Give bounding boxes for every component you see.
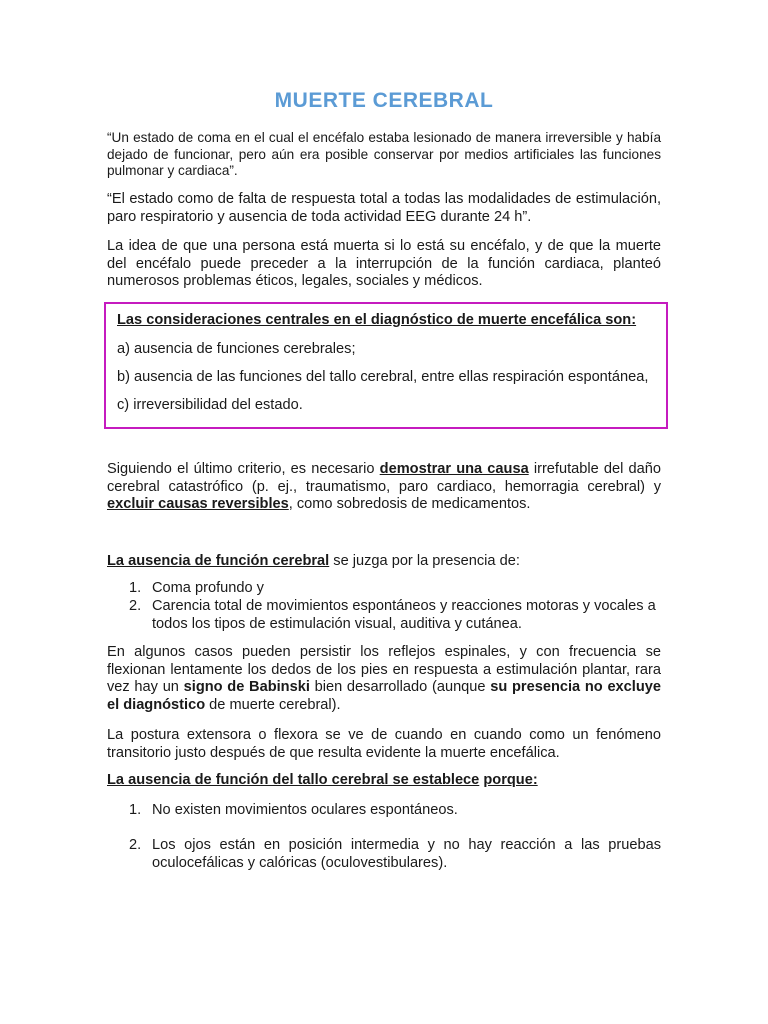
list-item-number: 1.	[129, 802, 142, 818]
box-item-a: a) ausencia de funciones cerebrales;	[117, 341, 356, 357]
list-item	[129, 802, 661, 820]
reflexes-text-2: bien desarrollado (aunque	[309, 679, 491, 695]
definition-quote-2: “El estado como de falta de respuesta total a todas las modalidades de estimulación, paro respiratorio y ausencia de toda actividad EEG durante 24 h”.	[107, 191, 661, 225]
criteria-paragraph	[107, 461, 661, 514]
criteria-emphasis-cause: demostrar una causa	[379, 461, 529, 477]
central-considerations-box	[104, 302, 668, 429]
list-item-text: Los ojos están en posición intermedia y no hay reacción a las pruebas oculocefálicas y calóricas (oculovestibulares).	[152, 837, 661, 871]
intro-paragraph: La idea de que una persona está muerta si lo está su encéfalo, y de que la muerte del encéfalo puede preceder a la interrupción de la función cardiaca, planteó numerosos problemas éticos, legales, sociales y médicos.	[107, 238, 661, 289]
criteria-text-1: Siguiendo el último criterio, es necesario	[107, 461, 380, 477]
list-item	[129, 598, 661, 633]
page-title: MUERTE CEREBRAL	[274, 89, 494, 112]
section-brainstem-heading	[107, 772, 661, 790]
list-item-number: 2.	[129, 837, 142, 853]
list-item-number: 2.	[129, 598, 142, 614]
section-brainstem-heading-main: La ausencia de función del tallo cerebral se establece	[107, 772, 480, 788]
section-cerebral-heading-rest: se juzga por la presencia de:	[329, 553, 520, 569]
list-item-number: 1.	[129, 580, 142, 596]
reflexes-paragraph	[107, 644, 661, 714]
reflexes-text-1: En algunos casos pueden persistir los reflejos espinales, y con frecuencia se flexionan lentamente los dedos de los pies en respuesta a estimulación plantar, rara vez hay un	[107, 644, 661, 695]
criteria-text-3: , como sobredosis de medicamentos.	[288, 496, 531, 512]
section-brainstem-heading-end: porque:	[483, 772, 538, 788]
list-item	[129, 837, 661, 872]
section-cerebral-heading	[107, 553, 661, 571]
criteria-emphasis-exclude: excluir causas reversibles	[107, 496, 289, 512]
list-item-text: Coma profundo y	[152, 580, 264, 596]
criteria-text-2: irrefutable del daño cerebral catastrófico (p. ej., traumatismo, paro cardiaco, hemorragia cerebral) y	[107, 461, 661, 495]
box-item-b: b) ausencia de las funciones del tallo cerebral, entre ellas respiración espontánea,	[117, 369, 649, 385]
section-cerebral-heading-bold: La ausencia de función cerebral	[107, 553, 330, 569]
list-item-text: No existen movimientos oculares espontáneos.	[152, 802, 458, 818]
list-item	[129, 580, 661, 598]
reflexes-emphasis-presence: su presencia no excluye el diagnóstico	[107, 679, 661, 713]
box-heading: Las consideraciones centrales en el diagnóstico de muerte encefálica son:	[117, 312, 637, 328]
reflexes-text-3: de muerte cerebral).	[205, 696, 341, 713]
list-item-text: Carencia total de movimientos espontáneos y reacciones motoras y vocales a todos los tipos de estimulación visual, auditiva y cutánea.	[152, 598, 656, 632]
definition-quote-1: “Un estado de coma en el cual el encéfalo estaba lesionado de manera irreversible y había dejado de funcionar, pero aún era posible conservar por medios artificiales las funciones pulmonar y cardiaca”.	[107, 130, 661, 178]
posture-paragraph: La postura extensora o flexora se ve de cuando en cuando como un fenómeno transitorio justo después de que resulta evidente la muerte encefálica.	[107, 727, 661, 761]
box-item-c: c) irreversibilidad del estado.	[117, 397, 303, 413]
reflexes-emphasis-babinski: signo de Babinski	[183, 679, 310, 695]
